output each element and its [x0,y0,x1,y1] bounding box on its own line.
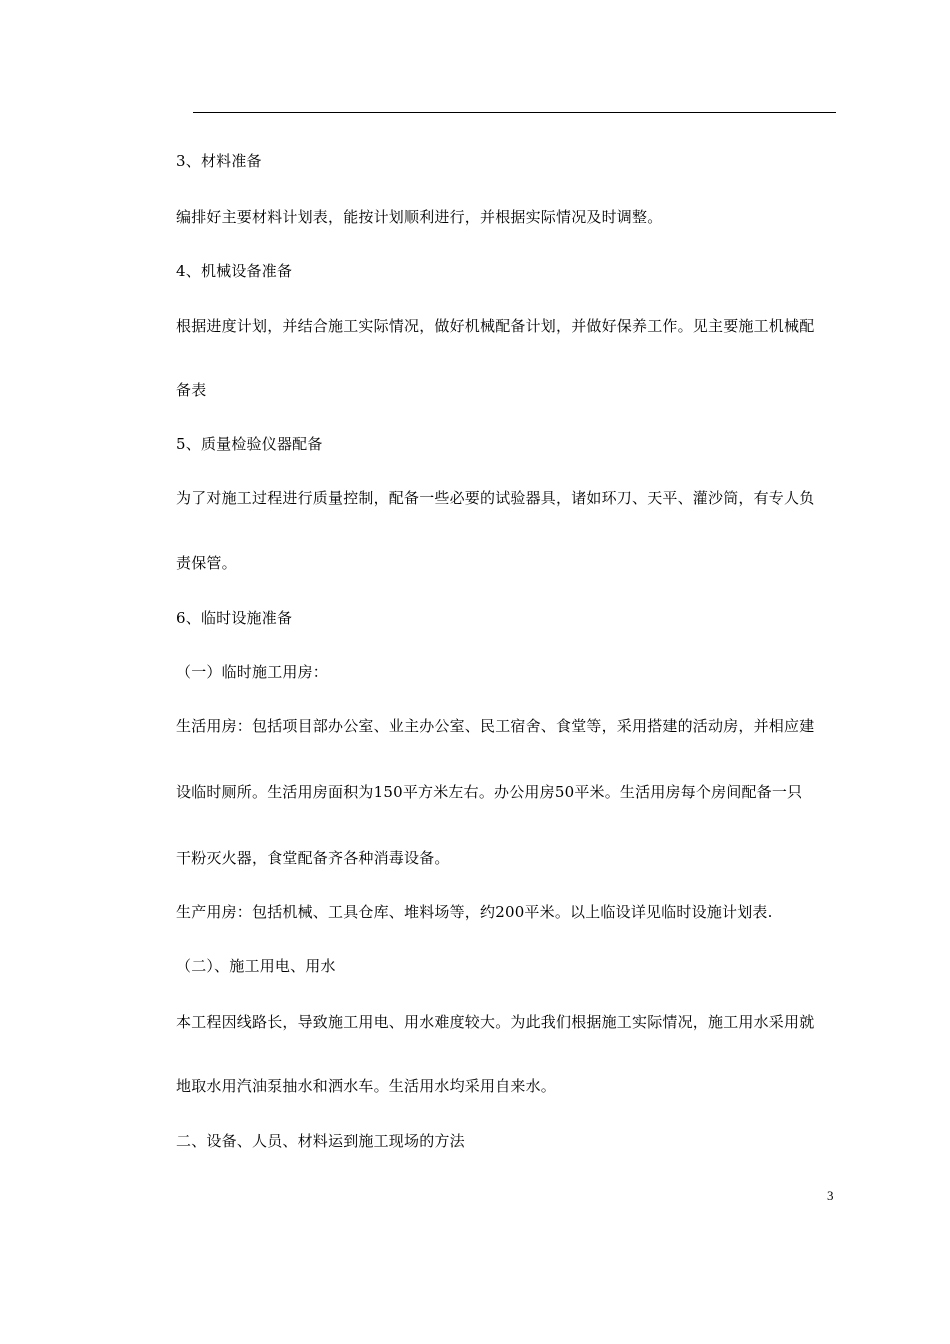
paragraph-line: 设临时厕所。生活用房面积为150平方米左右。办公用房50平米。生活用房每个房间配备一只 [176,783,803,801]
subheading-power-water: （二）、施工用电、用水 [176,957,336,975]
paragraph-line: 生产用房：包括机械、工具仓库、堆料场等，约200平米。以上临设详见临时设施计划表. [176,903,773,921]
heading-material-prep: 3、材料准备 [176,152,262,170]
paragraph-line: 根据进度计划，并结合施工实际情况，做好机械配备计划，并做好保养工作。见主要施工机械配 [176,317,815,335]
subheading-temporary-housing: （一）临时施工用房： [176,663,329,681]
paragraph-line: 责保管。 [176,554,237,572]
paragraph-line: 干粉灭火器，食堂配备齐各种消毒设备。 [176,849,450,867]
paragraph-line: 生活用房：包括项目部办公室、业主办公室、民工宿舍、食堂等，采用搭建的活动房，并相应建 [176,717,815,735]
heading-quality-instruments: 5、质量检验仪器配备 [176,435,323,453]
heading-machinery-prep: 4、机械设备准备 [176,262,293,280]
paragraph-line: 为了对施工过程进行质量控制，配备一些必要的试验器具，诸如环刀、天平、灌沙筒，有专人负 [176,489,815,507]
paragraph-line: 编排好主要材料计划表，能按计划顺利进行，并根据实际情况及时调整。 [176,208,663,226]
page-number: 3 [827,1188,834,1203]
heading-transport-method: 二、设备、人员、材料运到施工现场的方法 [176,1132,465,1150]
paragraph-line: 本工程因线路长，导致施工用电、用水难度较大。为此我们根据施工实际情况，施工用水采用就 [176,1013,815,1031]
paragraph-line: 地取水用汽油泵抽水和洒水车。生活用水均采用自来水。 [176,1077,557,1095]
header-rule [193,112,836,113]
paragraph-line: 备表 [176,381,207,399]
heading-temporary-facilities: 6、临时设施准备 [176,609,293,627]
